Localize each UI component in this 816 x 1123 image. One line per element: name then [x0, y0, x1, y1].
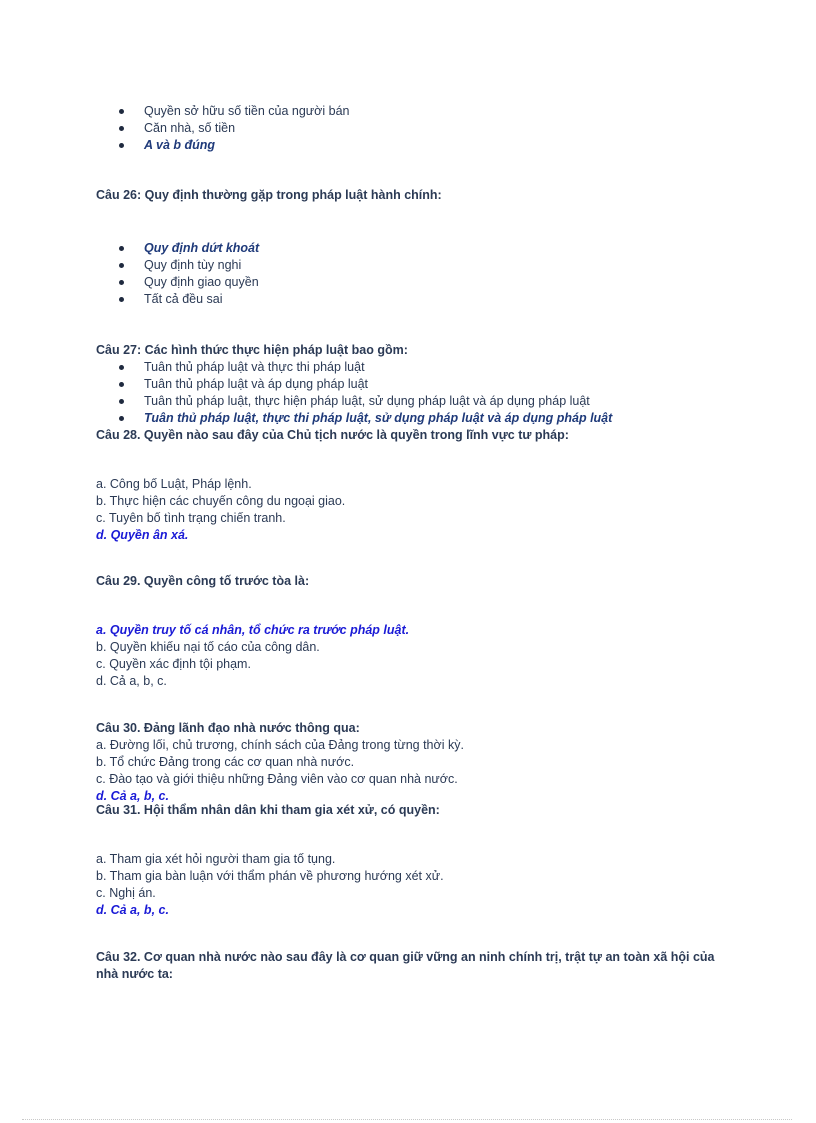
- list-item: c. Quyền xác định tội phạm.: [96, 657, 251, 671]
- correct-answer: Tuân thủ pháp luật, thực thi pháp luật, sử dụng pháp luật và áp dụng pháp luật: [144, 411, 613, 425]
- correct-answer: Quy định dứt khoát: [144, 241, 260, 255]
- bullet-icon: [119, 280, 124, 285]
- bullet-icon: [119, 109, 124, 114]
- bullet-icon: [119, 416, 124, 421]
- correct-answer: d. Cả a, b, c.: [96, 789, 169, 803]
- list-item: c. Đào tạo và giới thiệu những Đảng viên vào cơ quan nhà nước.: [96, 772, 458, 786]
- q30-options: [96, 737, 776, 805]
- q32-heading: Câu 32. Cơ quan nhà nước nào sau đây là cơ quan giữ vững an ninh chính trị, trật tự an toàn xã hội của nhà nước ta:: [96, 950, 715, 981]
- list-item: b. Tổ chức Đảng trong các cơ quan nhà nước.: [96, 755, 355, 769]
- page-bottom-divider: [22, 1119, 792, 1120]
- list-item: b. Tham gia bàn luận với thẩm phán về phương hướng xét xử.: [96, 869, 444, 883]
- list-item: d. Cả a, b, c.: [96, 674, 167, 688]
- list-item: [96, 137, 776, 154]
- bullet-icon: [119, 263, 124, 268]
- list-item: Tuân thủ pháp luật và áp dụng pháp luật: [96, 376, 776, 393]
- q31-options: [96, 851, 776, 919]
- bullet-icon: [119, 382, 124, 387]
- bullet-icon: [119, 399, 124, 404]
- list-item: Tất cả đều sai: [96, 291, 776, 308]
- list-item: c. Tuyên bố tình trạng chiến tranh.: [96, 511, 286, 525]
- list-item: Quy định giao quyền: [96, 274, 776, 291]
- list-item: a. Đường lối, chủ trương, chính sách của Đảng trong từng thời kỳ.: [96, 738, 464, 752]
- correct-answer: d. Cả a, b, c.: [96, 903, 169, 917]
- q26-heading: Câu 26: Quy định thường gặp trong pháp luật hành chính:: [96, 188, 442, 202]
- correct-answer: d. Quyền ân xá.: [96, 528, 189, 542]
- q29-options: [96, 622, 776, 690]
- correct-answer: A và b đúng: [144, 138, 216, 152]
- q30-heading: Câu 30. Đảng lãnh đạo nhà nước thông qua:: [96, 721, 360, 735]
- q27-options: [96, 359, 776, 427]
- list-item: Căn nhà, số tiền: [96, 120, 776, 137]
- list-item: Quy định tùy nghi: [96, 257, 776, 274]
- list-item: c. Nghị án.: [96, 886, 156, 900]
- q28-heading: Câu 28. Quyền nào sau đây của Chủ tịch nước là quyền trong lĩnh vực tư pháp:: [96, 428, 569, 442]
- list-item: b. Quyền khiếu nại tố cáo của công dân.: [96, 640, 320, 654]
- list-item: a. Tham gia xét hỏi người tham gia tố tụng.: [96, 852, 336, 866]
- list-item: [96, 240, 776, 257]
- list-item: b. Thực hiện các chuyến công du ngoại giao.: [96, 494, 346, 508]
- q29-heading: Câu 29. Quyền công tố trước tòa là:: [96, 574, 310, 588]
- bullet-icon: [119, 143, 124, 148]
- bullet-icon: [119, 297, 124, 302]
- list-item: a. Công bố Luật, Pháp lệnh.: [96, 477, 252, 491]
- q25-options: [96, 103, 776, 154]
- list-item: [96, 410, 776, 427]
- list-item: Tuân thủ pháp luật, thực hiện pháp luật, sử dụng pháp luật và áp dụng pháp luật: [96, 393, 776, 410]
- q26-options: [96, 240, 776, 308]
- q31-heading: Câu 31. Hội thẩm nhân dân khi tham gia xét xử, có quyền:: [96, 803, 440, 817]
- list-item: Tuân thủ pháp luật và thực thi pháp luật: [96, 359, 776, 376]
- list-item: Quyền sở hữu số tiền của người bán: [96, 103, 776, 120]
- q27-heading: Câu 27: Các hình thức thực hiện pháp luật bao gồm:: [96, 343, 408, 357]
- correct-answer: a. Quyền truy tố cá nhân, tổ chức ra trước pháp luật.: [96, 623, 410, 637]
- q28-options: [96, 476, 776, 544]
- bullet-icon: [119, 246, 124, 251]
- bullet-icon: [119, 126, 124, 131]
- bullet-icon: [119, 365, 124, 370]
